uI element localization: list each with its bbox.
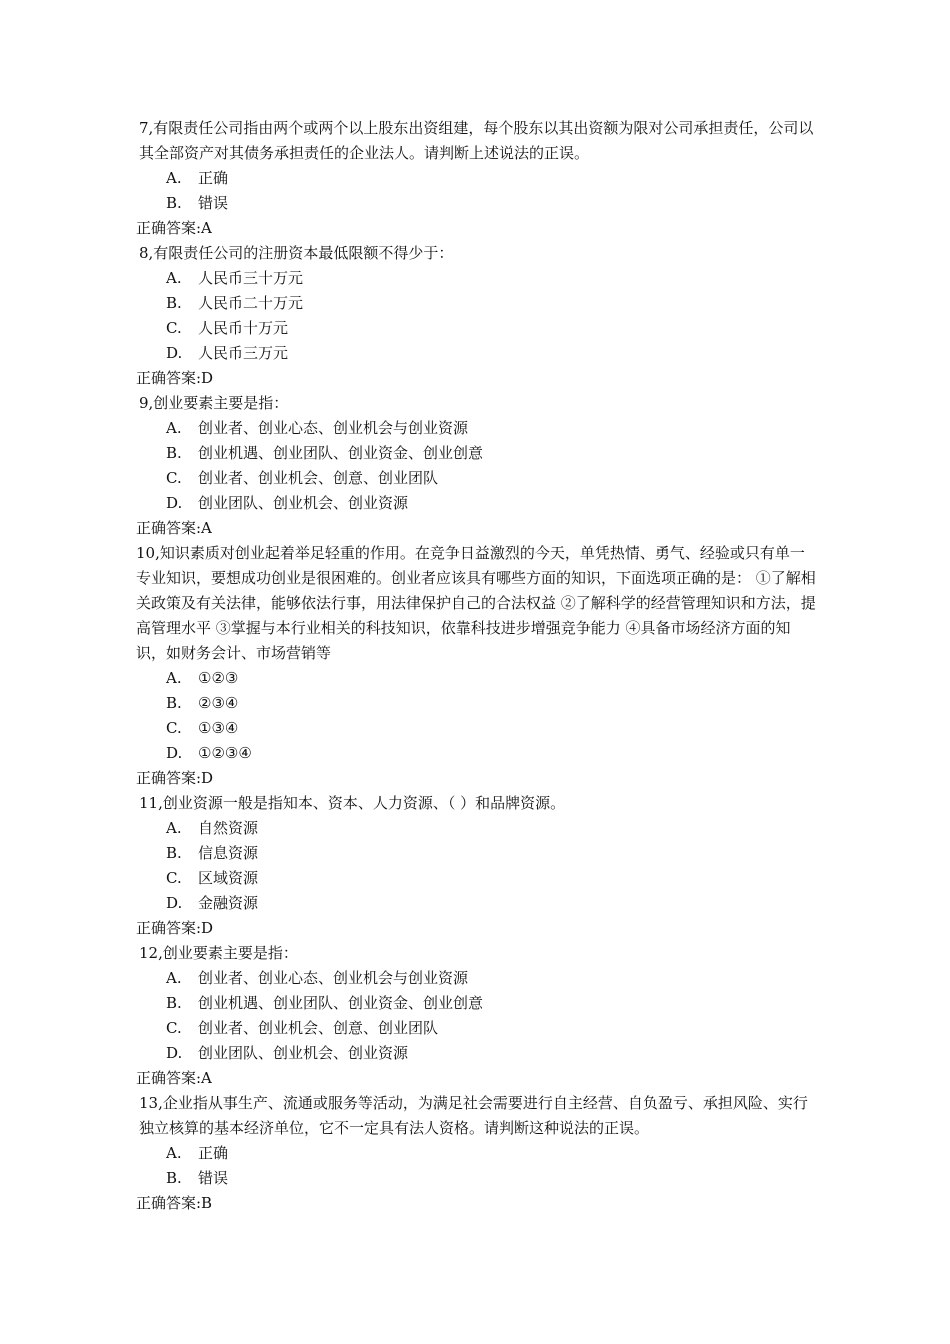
option-letter: B.	[166, 194, 182, 212]
option-d	[136, 741, 816, 766]
option-text: 创业者、创业心态、创业机会与创业资源	[198, 419, 469, 437]
correct-answer: 正确答案:A	[136, 219, 212, 237]
option-d	[136, 491, 816, 516]
option-b	[136, 1166, 816, 1191]
option-text: ①②③	[198, 669, 239, 687]
option-letter: C.	[166, 319, 182, 337]
option-text: 自然资源	[198, 819, 259, 837]
option-text: 正确	[198, 169, 229, 187]
option-letter: A.	[166, 819, 182, 837]
option-letter: B.	[166, 1169, 182, 1187]
question-text: 9,创业要素主要是指：	[139, 394, 289, 412]
question-text: 12,创业要素主要是指：	[139, 944, 298, 962]
question-12	[136, 941, 816, 1091]
option-letter: B.	[166, 694, 182, 712]
question-11	[136, 791, 816, 941]
option-text: 错误	[198, 1169, 229, 1187]
correct-answer: 正确答案:B	[136, 1194, 213, 1212]
option-a	[136, 966, 816, 991]
option-text: 金融资源	[198, 894, 259, 912]
option-text: 创业者、创业机会、创意、创业团队	[198, 469, 439, 487]
option-letter: C.	[166, 719, 182, 737]
question-13	[136, 1091, 816, 1216]
correct-answer: 正确答案:D	[136, 919, 214, 937]
option-a	[136, 1141, 816, 1166]
option-letter: A.	[166, 269, 182, 287]
option-c	[136, 866, 816, 891]
option-text: 创业机遇、创业团队、创业资金、创业创意	[198, 444, 484, 462]
option-text: ①②③④	[198, 744, 252, 762]
option-text: 创业团队、创业机会、创业资源	[198, 494, 409, 512]
option-a	[136, 266, 816, 291]
exam-document	[136, 116, 816, 1216]
option-a	[136, 166, 816, 191]
option-letter: A.	[166, 669, 182, 687]
option-letter: D.	[166, 894, 183, 912]
option-a	[136, 416, 816, 441]
question-text: 7,有限责任公司指由两个或两个以上股东出资组建，每个股东以其出资额为限对公司承担责任，公司以其全部资产对其债务承担责任的企业法人。请判断上述说法的正误。	[139, 119, 814, 162]
question-text: 10,知识素质对创业起着举足轻重的作用。在竞争日益激烈的今天，单凭热情、勇气、经验或只有单一专业知识，要想成功创业是很困难的。创业者应该具有哪些方面的知识，下面选项正确的是： ①了解相关政策及有关法律，能够依法行事，用法律保护自己的合法权益 ②了解科学的经营管理知识和方法，提高管理水平 ③掌握与本行业相关的科技知识，依靠科技进步增强竞争能力 ④具备市场经济方面的知识，如财务会计、市场营销等	[136, 544, 816, 662]
option-text: 创业团队、创业机会、创业资源	[198, 1044, 409, 1062]
option-letter: B.	[166, 994, 182, 1012]
option-letter: D.	[166, 1044, 183, 1062]
question-text: 13,企业指从事生产、流通或服务等活动，为满足社会需要进行自主经营、自负盈亏、承担风险、实行独立核算的基本经济单位，它不一定具有法人资格。请判断这种说法的正误。	[139, 1094, 808, 1137]
option-letter: D.	[166, 494, 183, 512]
option-letter: B.	[166, 444, 182, 462]
option-b	[136, 291, 816, 316]
option-c	[136, 716, 816, 741]
option-a	[136, 816, 816, 841]
question-8	[136, 241, 816, 391]
option-b	[136, 441, 816, 466]
option-text: 区域资源	[198, 869, 259, 887]
option-text: 人民币十万元	[198, 319, 289, 337]
option-letter: A.	[166, 1144, 182, 1162]
option-letter: C.	[166, 1019, 182, 1037]
option-c	[136, 1016, 816, 1041]
option-text: 人民币三十万元	[198, 269, 304, 287]
option-letter: D.	[166, 344, 183, 362]
question-7	[136, 116, 816, 241]
correct-answer: 正确答案:D	[136, 769, 214, 787]
option-text: 错误	[198, 194, 229, 212]
correct-answer: 正确答案:A	[136, 519, 212, 537]
option-c	[136, 466, 816, 491]
option-text: 信息资源	[198, 844, 259, 862]
question-10	[136, 541, 816, 791]
option-c	[136, 316, 816, 341]
question-9	[136, 391, 816, 541]
option-b	[136, 191, 816, 216]
option-letter: C.	[166, 869, 182, 887]
option-letter: A.	[166, 169, 182, 187]
correct-answer: 正确答案:D	[136, 369, 214, 387]
option-text: 创业机遇、创业团队、创业资金、创业创意	[198, 994, 484, 1012]
option-b	[136, 841, 816, 866]
option-text: 人民币三万元	[198, 344, 289, 362]
option-letter: B.	[166, 844, 182, 862]
option-d	[136, 1041, 816, 1066]
option-text: 创业者、创业机会、创意、创业团队	[198, 1019, 439, 1037]
option-letter: A.	[166, 969, 182, 987]
option-d	[136, 341, 816, 366]
option-text: 人民币二十万元	[198, 294, 304, 312]
option-letter: D.	[166, 744, 183, 762]
option-d	[136, 891, 816, 916]
option-text: 正确	[198, 1144, 229, 1162]
option-letter: A.	[166, 419, 182, 437]
option-text: ②③④	[198, 694, 239, 712]
option-text: ①③④	[198, 719, 239, 737]
option-letter: B.	[166, 294, 182, 312]
question-text: 8,有限责任公司的注册资本最低限额不得少于：	[139, 244, 454, 262]
correct-answer: 正确答案:A	[136, 1069, 212, 1087]
option-b	[136, 991, 816, 1016]
option-a	[136, 666, 816, 691]
option-b	[136, 691, 816, 716]
option-letter: C.	[166, 469, 182, 487]
question-text: 11,创业资源一般是指知本、资本、人力资源、（ ）和品牌资源。	[139, 794, 566, 812]
option-text: 创业者、创业心态、创业机会与创业资源	[198, 969, 469, 987]
